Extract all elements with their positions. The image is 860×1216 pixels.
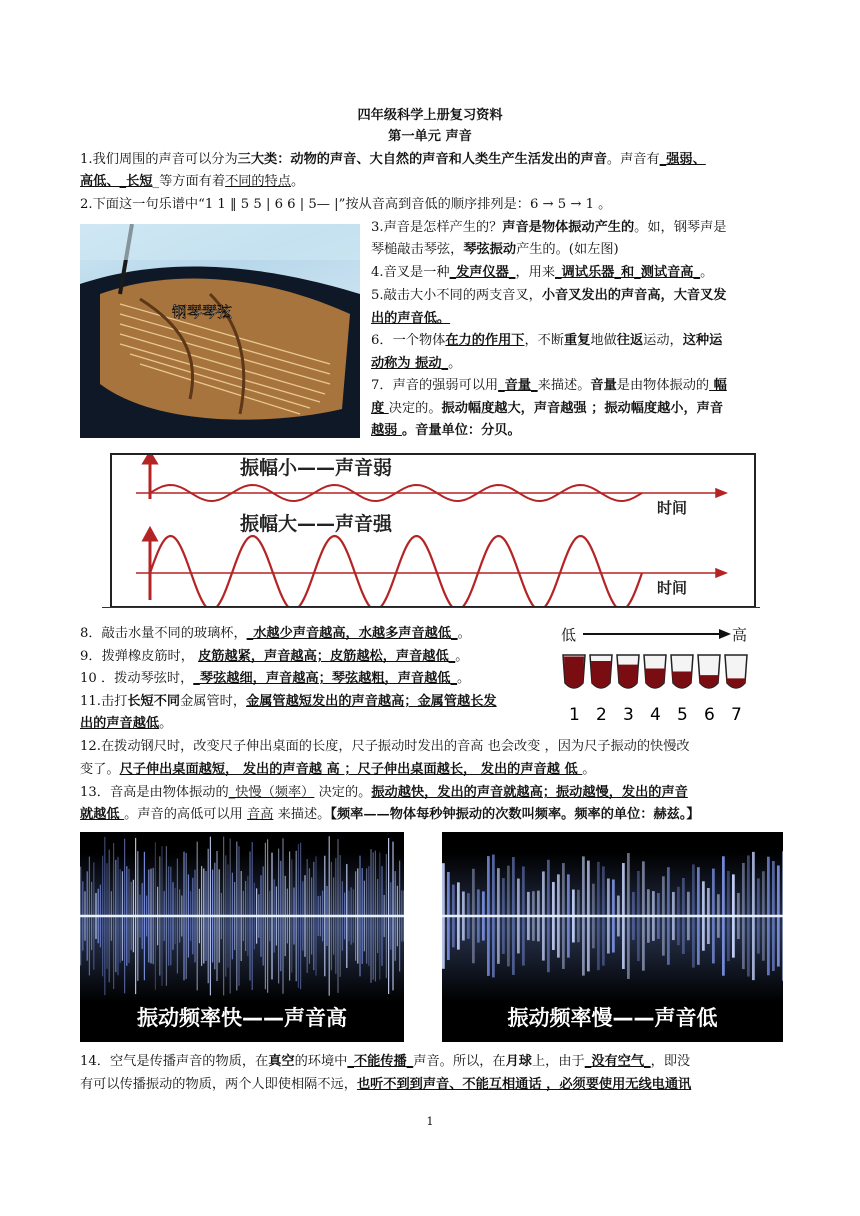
document-title: 四年级科学上册复习资料	[357, 108, 503, 123]
water-glasses-image	[559, 625, 759, 725]
glass-water	[564, 657, 584, 688]
question-12-line-2: 变了。尺子伸出桌面越短， 发出的声音越 高 ；尺子伸出桌面越长， 发出的声音越 低 。	[80, 762, 596, 777]
divider-line	[102, 607, 760, 608]
glass-number: 3	[623, 705, 634, 725]
page-number: 1	[426, 1115, 434, 1128]
question-9: 9．拨弹橡皮筋时， 皮筋越紧，声音越高；皮筋越松，声音越低_。	[80, 649, 469, 664]
glass-number: 5	[677, 705, 688, 725]
glass-water	[726, 678, 746, 687]
question-4: 4.音叉是一种_发声仪器_，用来_调试乐器_和_测试音高_。	[371, 265, 714, 280]
question-3-line-2: 琴槌敲击琴弦，琴弦振动产生的。(如左图)	[371, 242, 619, 257]
question-11-line-1: 11.击打长短不同金属管时，金属管越短发出的声音越高；金属管越长发	[80, 694, 497, 709]
question-7-line-1: 7．声音的强弱可以用_音量_来描述。音量是由物体振动的 幅	[371, 378, 727, 393]
question-1-line-1: 1.我们周围的声音可以分为三大类：动物的声音、大自然的声音和人类生产生活发出的声音。声音有_强弱、	[80, 152, 706, 167]
question-8: 8．敲击水量不同的玻璃杯，_水越少声音越高，水越多声音越低_。	[80, 626, 471, 641]
high-frequency-label: 振动频率快——声音高	[137, 1006, 347, 1030]
wave-bottom-label: 振幅大——声音强	[240, 513, 393, 535]
question-5-line-1: 5.敲击大小不同的两支音叉，小音叉发出的声音高，大音叉发	[371, 288, 727, 303]
question-10: 10 ．拨动琴弦时，_琴弦越细，声音越高；琴弦越粗，声音越低_。	[80, 671, 471, 686]
glass-water	[591, 661, 611, 688]
glass-number: 4	[650, 705, 661, 725]
amplitude-wave-diagram	[110, 453, 756, 608]
low-frequency-image	[442, 832, 783, 1042]
piano-strings-image	[80, 224, 360, 438]
question-14-line-2: 有可以传播振动的物质，两个人即使相隔不远，也听不到到声音、不能互相通话 ，必须要使用无线电通讯	[80, 1077, 692, 1092]
question-14-line-1: 14．空气是传播声音的物质，在真空的环境中_不能传播_声音。所以，在月球上，由于_没有空气_，即没	[80, 1054, 691, 1069]
glass-number: 1	[569, 705, 580, 725]
wave-top-label: 振幅小——声音弱	[240, 457, 393, 479]
question-13-line-2: 就越低 。声音的高低可以用 音高 来描述。【频率——物体每秒钟振动的次数叫频率。频率的单位：赫兹。】	[80, 807, 700, 822]
question-12-line-1: 12.在拨动钢尺时，改变尺子伸出桌面的长度，尺子振动时发出的音高 也会改变 ，因为尺子振动的快慢改	[80, 739, 690, 754]
question-13-line-1: 13．音高是由物体振动的_快慢（频率） 决定的。振动越快，发出的声音就越高；振动越慢，发出的声音	[80, 785, 688, 800]
question-7-line-3: 越弱 。音量单位：分贝。	[371, 423, 521, 438]
question-1-line-2: 高低、_长短_等方面有着不同的特点。	[80, 174, 305, 189]
time-label-bottom: 时间	[657, 579, 688, 597]
question-5-line-2: 出的声音低。	[371, 311, 451, 326]
low-label: 低	[561, 626, 577, 644]
question-3-line-1: 3.声音是怎样产生的？声音是物体振动产生的。如，钢琴声是	[371, 220, 727, 235]
question-11-line-2: 出的声音越低。	[80, 716, 173, 731]
question-6-line-2: 动称为 振动_。	[371, 356, 462, 371]
glass-water	[645, 669, 665, 688]
question-7-line-2: 度 决定的。振动幅度越大，声音越强 ；振动幅度越小，声音	[371, 401, 724, 416]
question-2: 2.下面这一句乐谱中“1 1 ‖ 5 5 | 6 6 | 5— |”按从音高到音低的顺序排列是：6 → 5 → 1 。	[80, 197, 612, 212]
glass-number: 7	[731, 705, 742, 725]
glass-water	[618, 665, 638, 688]
high-frequency-image	[80, 832, 404, 1042]
low-frequency-label: 振动频率慢——声音低	[507, 1006, 718, 1030]
glass-number: 2	[596, 705, 607, 725]
question-6-line-1: 6．一个物体在力的作用下，不断重复地做往返运动，这种运	[371, 333, 723, 348]
high-label: 高	[732, 626, 748, 644]
piano-label: 钢琴琴弦	[172, 303, 233, 321]
unit-heading: 第一单元 声音	[388, 129, 472, 144]
time-label-top: 时间	[657, 499, 688, 517]
glass-number: 6	[704, 705, 715, 725]
